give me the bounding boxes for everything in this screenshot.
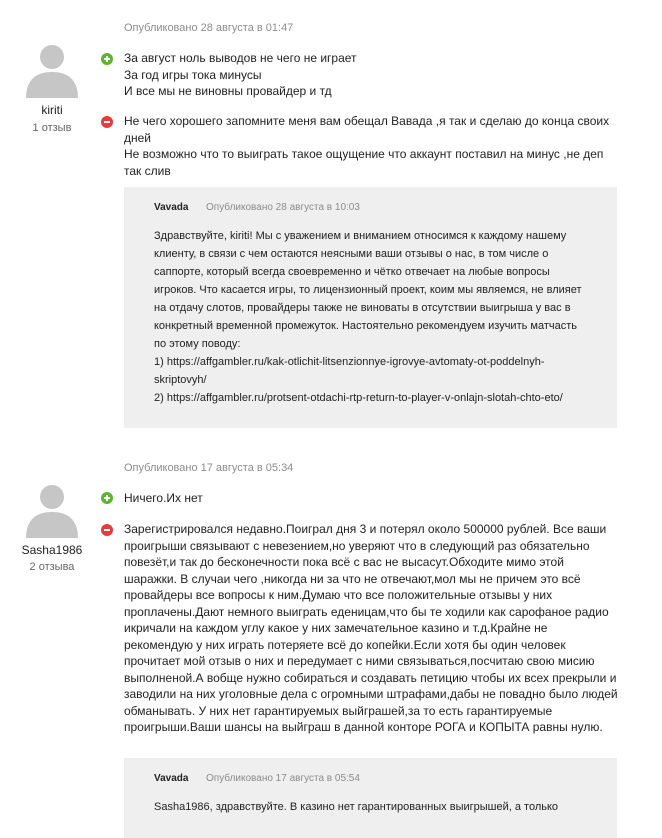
- author-review-count: 2 отзыва: [29, 561, 75, 573]
- company-reply: [124, 187, 617, 428]
- cons-text: Зарегистрировался недавно.Поиграл дня 3 и потерял около 500000 рублей. Все ваши проигрыши связывают с невезением,но уверяют что в следующий раз обязательно повезёт,и так до бесконечности пока всё с вас не высасут.Обходите мимо этой шаражки. В случаи чего ,никогда ни за что не отвечают,мол мы не причем это всё провайдеры все вопросы к ним.Думаю что все положительные отзывы у них проплачены.Дают немного выиграть еденицам,что бы те ходили как сарофаное радио икричали на каждом углу какое у них замечательное казино и т.д.Крайне не рекомендую у них играть потеряете всё до копейки.Если хотя бы один человек прочитает мой отзыв о них и передумает с ними связываться,посчитаю свою мисию выполненой.А вобще нужно собираться и создавать петицию чтобы их всех прекрыли и заводили на них уголовные дела с огромными штрафами,дабы не повадно было людей обманывать. У них нет гарантируемых выйграшей,за то есть гарантируемые проигрыши.Ваши шансы на выйграш в данной конторе РОГА и КОПЫТА равны нулю.: [124, 522, 618, 734]
- reply-link[interactable]: 1) https://affgambler.ru/kak-otlichit-litsenzionnye-igrovye-avtomaty-ot-poddelnyh-skriptovyh/: [154, 356, 545, 386]
- review-date: Опубликовано 28 августа в 01:47: [124, 22, 294, 34]
- user-silhouette-icon: [22, 38, 82, 98]
- cons-text: Не чего хорошего запомните меня вам обещал Вавада ,я так и сделаю до конца своих дней Не возможно что то выиграть такое ощущение что аккаунт поставил на минус ,не деп так слив: [124, 114, 610, 178]
- reply-links: [154, 353, 589, 407]
- reply-body: Sasha1986, здравствуйте. В казино нет гарантированных выигрышей, а только: [154, 801, 559, 813]
- review-date: Опубликовано 17 августа в 05:34: [124, 462, 294, 474]
- reply-author: Vavada: [154, 773, 189, 784]
- avatar: [22, 478, 82, 538]
- minus-icon: [101, 116, 113, 128]
- pros-text: Ничего.Их нет: [124, 491, 203, 505]
- minus-icon: [101, 524, 113, 536]
- company-reply: [124, 758, 617, 838]
- reply-date: Опубликовано 28 августа в 10:03: [206, 202, 360, 213]
- review-item: [0, 440, 662, 818]
- review-cons: [124, 521, 619, 736]
- author-name[interactable]: kiriti: [41, 103, 63, 117]
- review-cons: [124, 113, 619, 179]
- plus-icon: [101, 53, 113, 65]
- author-review-count: 1 отзыв: [32, 122, 72, 134]
- plus-icon: [101, 492, 113, 504]
- author-name[interactable]: Sasha1986: [21, 543, 83, 557]
- review-pros: [124, 490, 624, 507]
- reply-body: Здравствуйте, kiriti! Мы с уважением и вниманием относимся к каждому нашему клиенту, в связи с чем остаются неясными ваши отзывы о нас, в том числе о саппорте, который всегда своевременно и чётко отвечает на любые вопросы игроков. Что касается игры, то лицензионный проект, коим мы являемся, не влияет на отдачу слотов, провайдеры также не виноваты в отсутствии выигрыша у вас в конкретный временной промежуток. Настоятельно рекомендуем изучить матчасть по этому поводу:: [154, 230, 582, 350]
- pros-text: За август ноль выводов не чего не играет За год игры тока минусы И все мы не виновны провайдер и тд: [124, 51, 357, 98]
- avatar: [22, 38, 82, 98]
- review-pros: [124, 50, 624, 100]
- reply-text: [154, 798, 589, 816]
- reply-text: [154, 227, 589, 407]
- reply-link[interactable]: 2) https://affgambler.ru/protsent-otdachi-rtp-return-to-player-v-onlajn-slotah-chto-eto/: [154, 392, 563, 404]
- reply-author: Vavada: [154, 202, 189, 213]
- reply-date: Опубликовано 17 августа в 05:54: [206, 773, 360, 784]
- user-silhouette-icon: [22, 478, 82, 538]
